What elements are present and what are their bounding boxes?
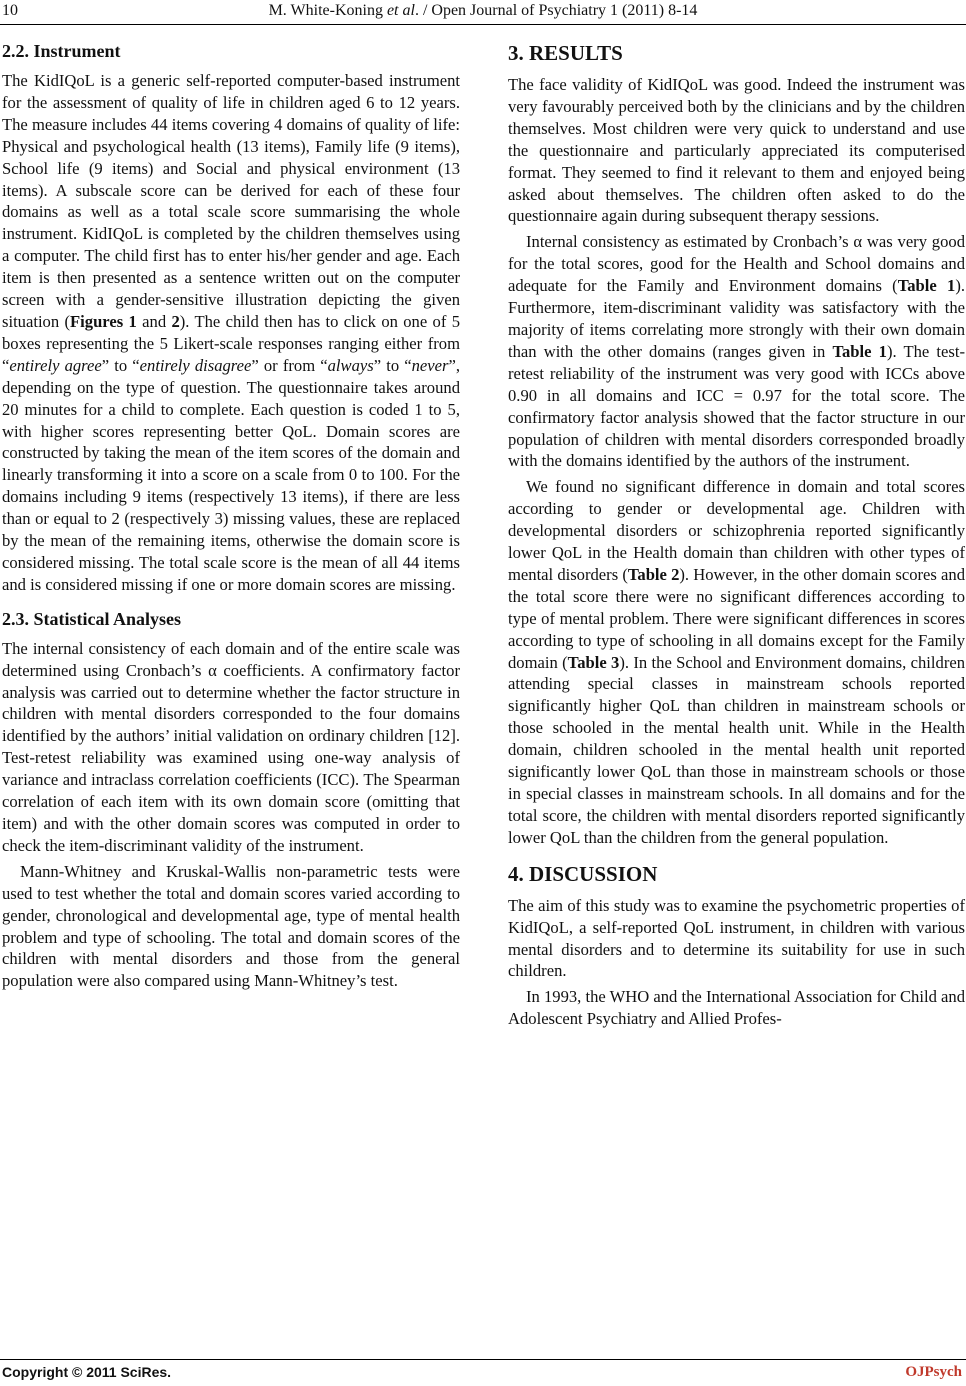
figure-ref: 2 (171, 311, 180, 331)
discussion-paragraph-1: The aim of this study was to examine the psychometric properties of KidIQoL, a self-reported QoL instrument, in children with various mental disorders and to determine its suitability for use in such children. (508, 895, 965, 981)
results-paragraph-2: Internal consistency as estimated by Cronbach’s α was very good for the total scores, good for the Health and School domains and adequate for the Family and Environment domains (Table 1). Furthermore, item-discriminant validity was satisfactory with the majority of items correlating more strongly with their own domain than with the other domains (ranges given in Table 1). The test-retest reliability of the instrument was very good with ICCs above 0.90 in all domains and ICC = 0.97 for the total score. The confirmatory factor analysis showed that the factor structure in our population of children with mental disorders corresponded broadly with the domains identified by the authors of the instrument. (508, 232, 965, 471)
results-paragraph-3: We found no significant difference in domain and total scores according to gender or developmental age. Children with developmental disorders or schizophrenia reported significantly lower QoL in the Health domain than children with other types of mental disorders (Table 2). However, in the other domain scores and the total score there were no significant differences according to type of mental problem. There were significant differences in scores according to type of schooling in all domains except for the Family domain (Table 3). In the School and Environment domains, children attending special classes in mainstream schools reported significantly higher QoL than children in mainstream schools or those schooled in the mental health unit. While in the Health domain, children schooled in the mental health unit reported significantly lower QoL than those in mainstream schools or those in special classes in mainstream schools. In all domains and for the total score, the children with mental disorders reported significantly lower QoL than the children from the general population. (508, 477, 966, 847)
running-head (0, 2, 966, 20)
running-head-journal: . / Open Journal of Psychiatry 1 (2011) 8-14 (414, 2, 698, 19)
figure-ref: Figures 1 (70, 311, 137, 331)
running-head-authors: M. White-Koning (268, 2, 387, 19)
running-head-etal: et al (386, 2, 415, 19)
header-rule (0, 24, 966, 25)
instrument-paragraph: The KidIQoL is a generic self-reported computer-based instrument for the assessment of quality of life in children aged 6 to 12 years. The measure includes 44 items covering 4 domains of quality of life: Physical and psychological health (13 items), Family life (9 items), School life (9 items) and Social and physical environment (13 items). A subscale score can be derived for each of these four domains as well as a total scale score summarising the whole instrument. KidIQoL is completed by the children themselves using a computer. The child first has to enter his/her gender and age. Each item is then presented as a sentence written out on the computer screen with a gender-sensitive illustration depicting the given situation (Figures 1 and 2). The child then has to click on one of 5 boxes representing the 5 Likert-scale responses ranging either from “entirely agree” to “entirely disagree” or from “always” to “never”, depending on the type of question. The questionnaire takes around 20 minutes for a child to complete. Each question is coded 1 to 5, with higher scores representing better QoL. Domain scores are constructed by taking the mean of the item scores of the domain and linearly transforming it into a score on a scale from 0 to 100. For the domains including 9 items (respectively 13 items), if there are less than or equal to 2 (respectively 3) missing values, these are replaced by the mean of the remaining items, otherwise the domain score is considered missing. The total scale score is the mean of all 44 items and is considered missing if one or more domain scores are missing. (2, 71, 460, 594)
page-number: 10 (2, 2, 18, 19)
results-paragraph-1: The face validity of KidIQoL was good. Indeed the instrument was very favourably perceived both by the clinicians and by the children themselves. Most children were very quick to understand and use the questionnaire and particularly appreciated its computerised format. They seemed to find it relevant to them and enjoyed being asked about themselves. The children often asked to do the questionnaire again during subsequent therapy sessions. (508, 75, 965, 226)
footer-rule (0, 1359, 966, 1360)
stats-paragraph-1: The internal consistency of each domain and of the entire scale was determined using Cronbach’s α coefficients. A confirmatory factor analysis was carried out to determine whether the factor structure in children with mental disorders corresponded to the four domains identified by the authors’ initial validation on ordinary children [12]. Test-retest reliability was examined using one-way analysis of variance and intraclass correlation coefficients (ICC). The Spearman correlation of each item with its own domain score (omitting that item) and with the other domain scores was computed in order to check the item-discriminant validity of the instrument. (2, 638, 460, 855)
copyright-notice: Copyright © 2011 SciRes. (2, 1364, 172, 1380)
results-heading: 3. RESULTS (508, 41, 623, 65)
table-ref: Table 1 (832, 341, 887, 361)
stats-paragraph-2: Mann-Whitney and Kruskal-Wallis non-parametric tests were used to test whether the total and domain scores varied according to gender, chronological and developmental age, type of mental health problem and type of schooling. The total and domain scores of the children with mental disorders and those from the general population were also compared using Mann-Whitney’s test. (2, 861, 460, 991)
table-ref: Table 2 (627, 564, 680, 584)
journal-abbreviation[interactable]: OJPsych (905, 1364, 962, 1380)
discussion-paragraph-2: In 1993, the WHO and the International Association for Child and Adolescent Psychiatry and Allied Profes- (508, 987, 965, 1029)
right-column (508, 38, 965, 1030)
discussion-heading: 4. DISCUSSION (508, 861, 658, 886)
stats-heading: 2.3. Statistical Analyses (2, 608, 182, 629)
left-column (2, 38, 460, 992)
instrument-heading: 2.2. Instrument (2, 41, 121, 61)
table-ref: Table 3 (567, 652, 620, 672)
table-ref: Table 1 (897, 276, 956, 296)
